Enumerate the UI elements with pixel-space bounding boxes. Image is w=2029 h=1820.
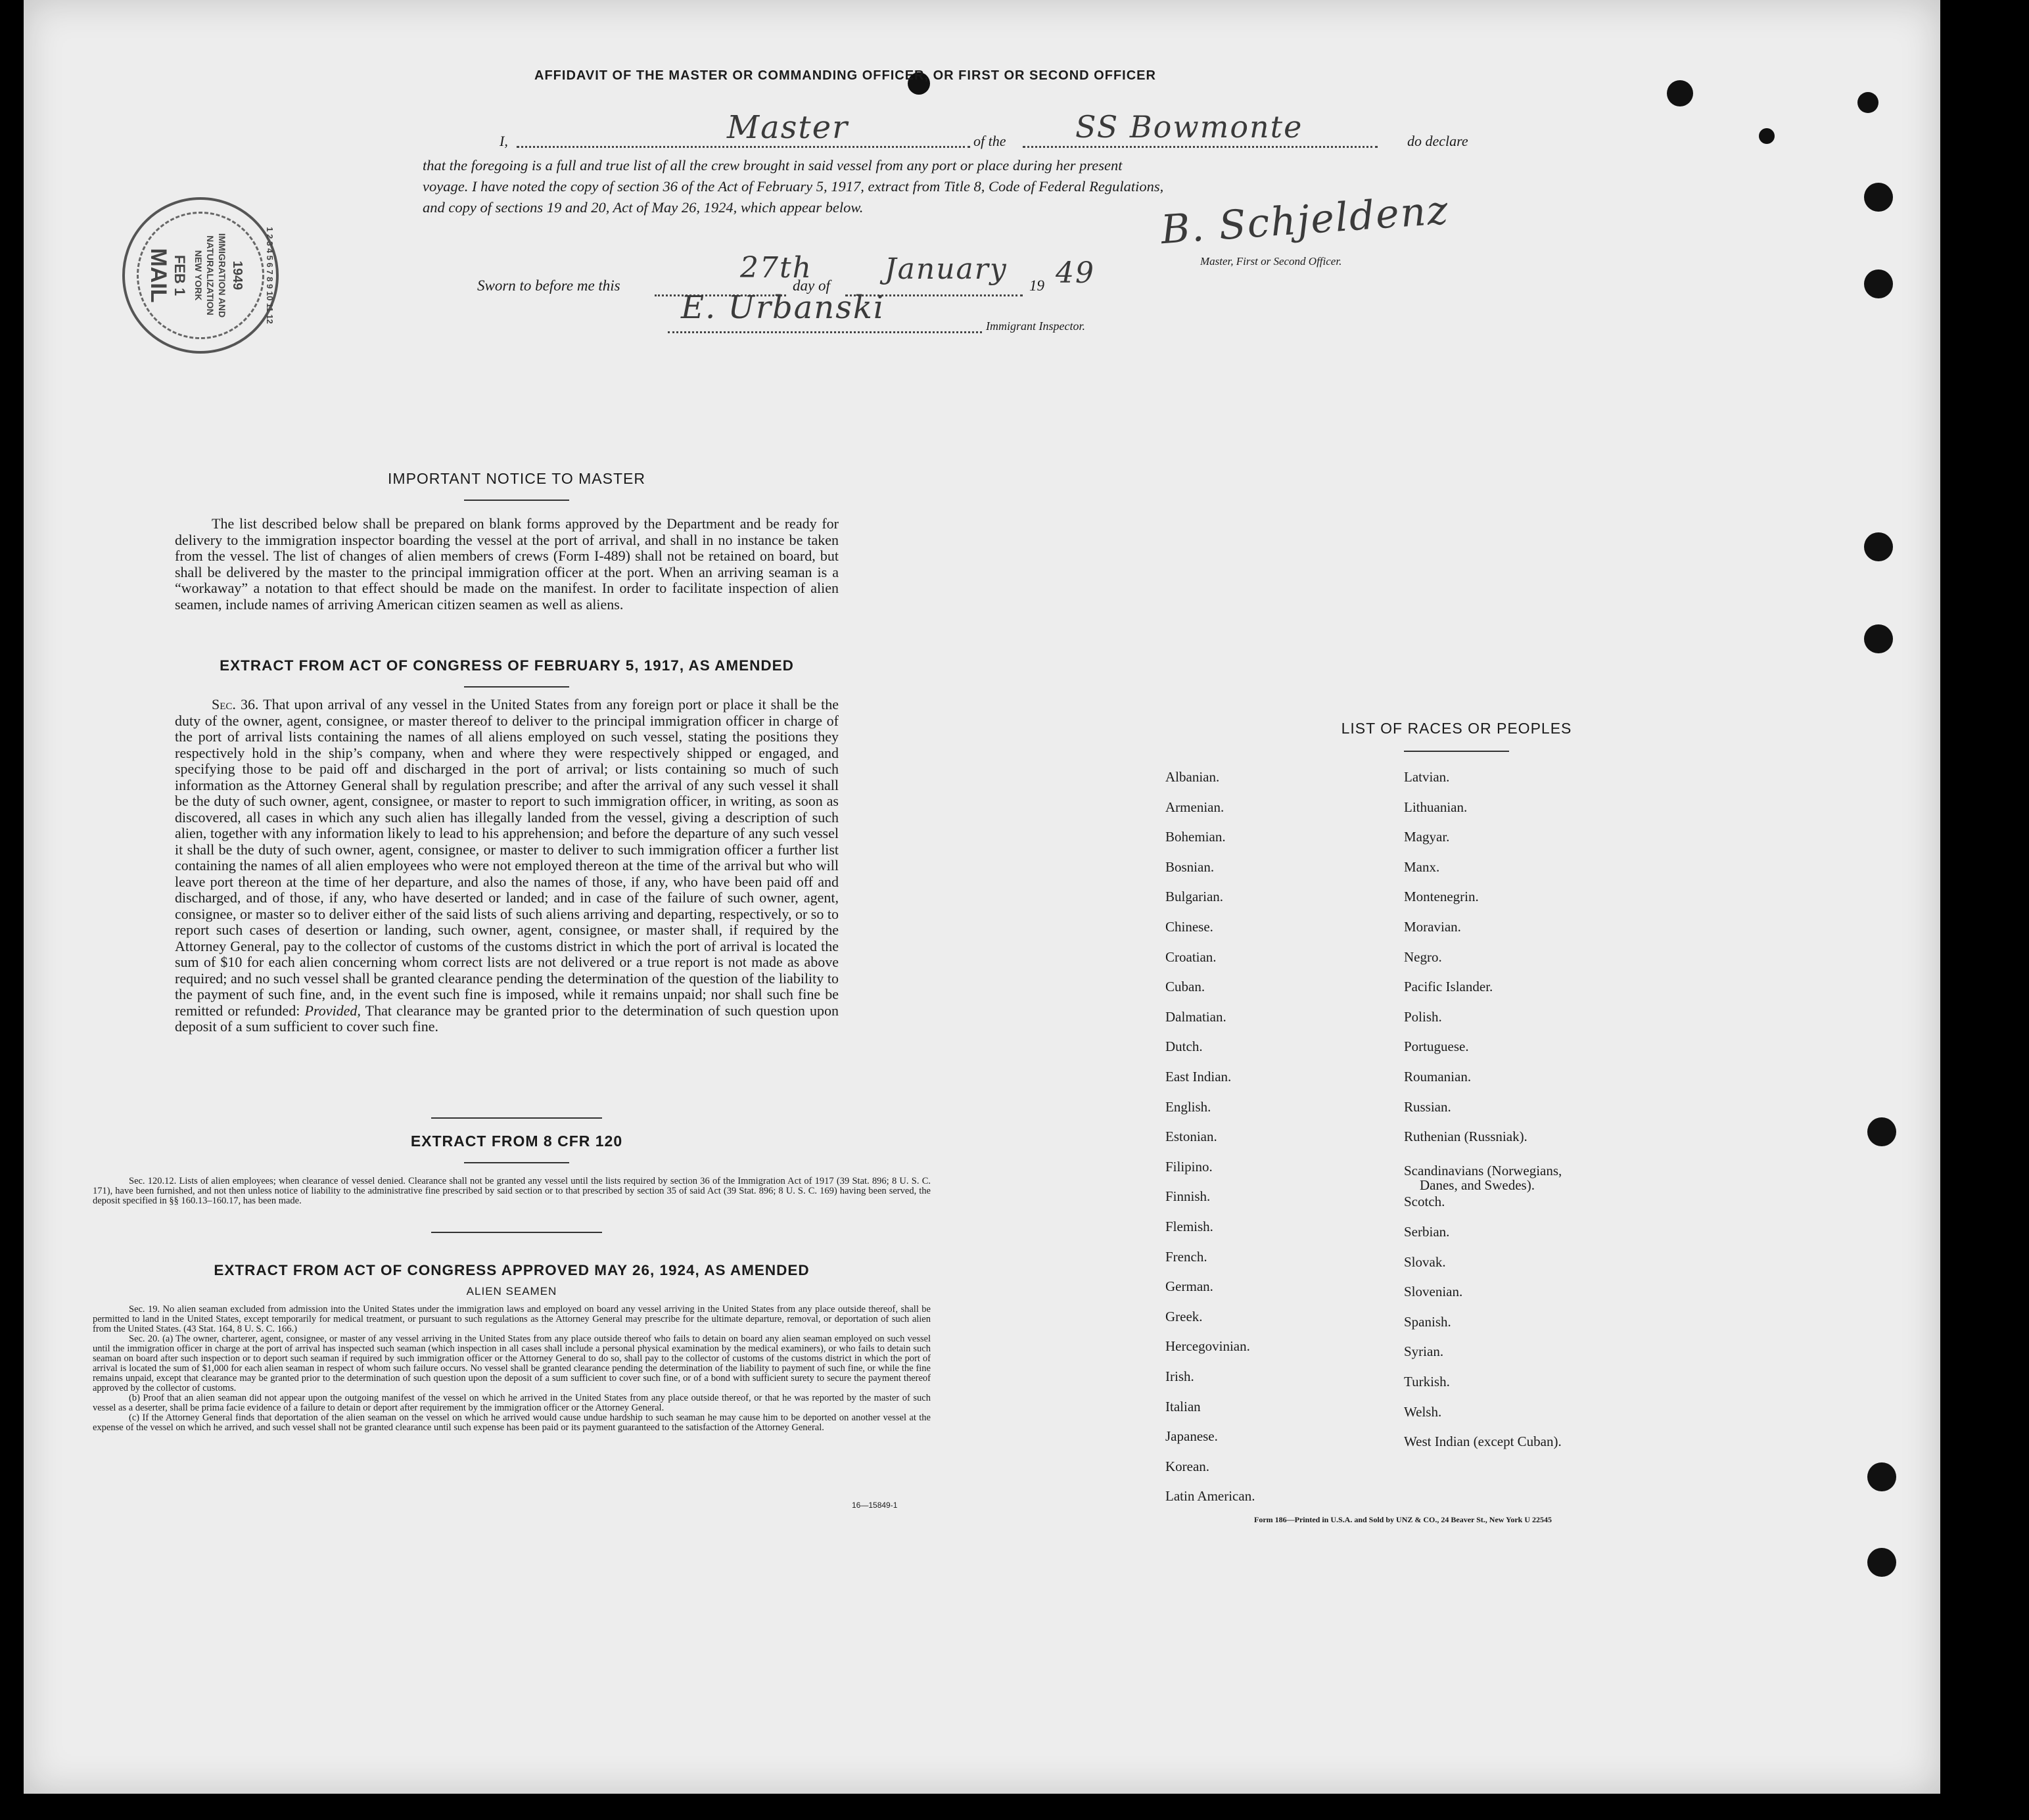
race-item: Magyar. bbox=[1404, 829, 1450, 845]
sec36-text-end: That clearance may be granted prior to the determination of such question upon deposit of a sum sufficient to cover such fine. bbox=[175, 1002, 839, 1035]
do-declare-label: do declare bbox=[1407, 133, 1468, 149]
immigration-stamp bbox=[122, 197, 279, 354]
punch-hole bbox=[1864, 183, 1893, 212]
race-item: Japanese. bbox=[1165, 1428, 1218, 1444]
footer-form-line: Form 186—Printed in U.S.A. and Sold by UNZ & CO., 24 Beaver St., New York U 22545 bbox=[1254, 1515, 1552, 1524]
cfr-title: EXTRACT FROM 8 CFR 120 bbox=[410, 1132, 623, 1150]
affidavit-body-line: and copy of sections 19 and 20, Act of May 26, 1924, which appear below. bbox=[423, 199, 864, 216]
inspector-line bbox=[668, 289, 1194, 335]
vessel-name-handwritten: SS Bowmonte bbox=[1075, 109, 1303, 145]
i-label: I, bbox=[500, 133, 508, 149]
race-item: Turkish. bbox=[1404, 1374, 1450, 1389]
affidavit-body-line: that the foregoing is a full and true list of all the crew brought in said vessel from any port or place during her present bbox=[423, 157, 1123, 174]
document-page bbox=[24, 0, 1940, 1794]
punch-hole bbox=[1667, 80, 1693, 106]
race-item: Croatian. bbox=[1165, 949, 1217, 965]
race-item: Finnish. bbox=[1165, 1188, 1211, 1204]
race-item: Spanish. bbox=[1404, 1314, 1451, 1330]
race-item: Portuguese. bbox=[1404, 1038, 1469, 1054]
race-item: Estonian. bbox=[1165, 1129, 1217, 1144]
punch-hole bbox=[1759, 128, 1775, 144]
officer-label: Master, First or Second Officer. bbox=[1200, 255, 1342, 268]
race-item: Italian bbox=[1165, 1399, 1201, 1414]
extract-1917-rule bbox=[464, 686, 569, 688]
punch-hole bbox=[1867, 1462, 1896, 1491]
punch-hole bbox=[1864, 532, 1893, 561]
race-item: Dalmatian. bbox=[1165, 1009, 1226, 1025]
of-the-label: of the bbox=[973, 133, 1006, 149]
notice-text bbox=[175, 516, 839, 613]
inspector-signature: E. Urbanski bbox=[681, 289, 885, 326]
race-item: Armenian. bbox=[1165, 799, 1224, 815]
extract-1917-title: EXTRACT FROM ACT OF CONGRESS OF FEBRUARY 5, 1917, AS AMENDED bbox=[220, 657, 794, 674]
officer-signature: B. Schjeldenz bbox=[1159, 187, 1451, 254]
race-item: Serbian. bbox=[1404, 1224, 1450, 1240]
race-item: Ruthenian (Russniak). bbox=[1404, 1129, 1528, 1144]
race-item: Danes, and Swedes). bbox=[1420, 1177, 1535, 1193]
section-divider bbox=[431, 1232, 602, 1233]
race-item: Montenegrin. bbox=[1404, 889, 1479, 904]
race-item: Bosnian. bbox=[1165, 859, 1215, 875]
sec36-provided: Provided, bbox=[304, 1002, 361, 1019]
stamp-line: IMMIGRATION AND bbox=[217, 233, 227, 318]
race-item: English. bbox=[1165, 1099, 1211, 1115]
race-item: French. bbox=[1165, 1249, 1207, 1265]
race-item: Welsh. bbox=[1404, 1404, 1442, 1420]
sworn-year-handwritten: 49 bbox=[1056, 256, 1095, 290]
race-item: Flemish. bbox=[1165, 1219, 1213, 1234]
race-item: Slovenian. bbox=[1404, 1284, 1463, 1299]
inspector-field bbox=[668, 309, 982, 333]
race-item: Hercegovinian. bbox=[1165, 1338, 1250, 1354]
race-item: Bulgarian. bbox=[1165, 889, 1224, 904]
race-item: Russian. bbox=[1404, 1099, 1451, 1115]
race-item: Chinese. bbox=[1165, 919, 1213, 935]
sec20c-text: (c) If the Attorney General finds that deportation of the alien seaman on the vessel on which he arrived would cause undue hardship to such seaman he may cause him to be deported on another vessel at the expense of the vessel on which he arrived, and such vessel shall not be granted clearance until such expense has been paid or its payment guaranteed to the satisfaction of the Attorney General. bbox=[93, 1412, 931, 1433]
affidavit-body-line: voyage. I have noted the copy of section 36 of the Act of February 5, 1917, extract from Title 8, Code of Federal Regulations, bbox=[423, 178, 1164, 195]
race-item: Latvian. bbox=[1404, 769, 1450, 785]
race-item: West Indian (except Cuban). bbox=[1404, 1434, 1562, 1449]
race-item: Polish. bbox=[1404, 1009, 1442, 1025]
stamp-ring-numbers: 1 2 3 4 5 6 7 8 9 10 11 12 bbox=[265, 227, 275, 324]
race-item: German. bbox=[1165, 1278, 1213, 1294]
affidavit-title: AFFIDAVIT OF THE MASTER OR COMMANDING OFFICER, OR FIRST OR SECOND OFFICER bbox=[534, 68, 1156, 83]
race-item: Latin American. bbox=[1165, 1488, 1255, 1504]
stamp-line: NEW YORK bbox=[193, 250, 204, 301]
sec19-text: Sec. 19. No alien seaman excluded from admission into the United States under the immigration laws and employed on board any vessel arriving in the United States from any place outside thereof, shall be permitted to land in the United States, except temporarily for medical treatment, or pursuant to such regulations as the Attorney General may prescribe for the ultimate departure, removal, or deportation of such alien from the United States. (43 Stat. 164, 8 U. S. C. 166.) bbox=[93, 1304, 931, 1334]
race-item: Slovak. bbox=[1404, 1254, 1446, 1270]
race-item: Moravian. bbox=[1404, 919, 1461, 935]
race-item: Roumanian. bbox=[1404, 1069, 1472, 1085]
affidavit-line-i bbox=[418, 109, 1509, 152]
punch-hole bbox=[1864, 624, 1893, 653]
punch-hole bbox=[1864, 269, 1893, 298]
stamp-year: 1949 bbox=[230, 260, 245, 291]
inspector-label: Immigrant Inspector. bbox=[986, 319, 1085, 333]
sec20b-text: (b) Proof that an alien seaman did not appear upon the outgoing manifest of the vessel on which he arrived in the United States from any place outside thereof, or that he was reported by the master of such vessel as a deserter, shall be prima facie evidence of a failure to detain or deport after requirement by the immigration officer or the Attorney General. bbox=[93, 1393, 931, 1413]
extract-1924-title: EXTRACT FROM ACT OF CONGRESS APPROVED MAY 26, 1924, AS AMENDED bbox=[214, 1262, 810, 1278]
sworn-month-handwritten: January bbox=[885, 252, 1008, 286]
race-item: Korean. bbox=[1165, 1458, 1210, 1474]
sec36-text: That upon arrival of any vessel in the United States from any foreign port or place it shall be the duty of the owner, agent, consignee, or master thereof to deliver to the principal immigration officer in charge of the port of arrival lists containing the names of all aliens employed on such vessel, stating the positions they respectively hold in the ship’s company, when and where they were respectively shipped or engaged, and specifying those to be paid off and discharged in the port of arrival; or lists containing so much of such information as the Attorney General shall by regulation prescribe; and after the arrival of any such vessel it shall be the duty of such owner, agent, consignee, or master to report to such immigration officer, in writing, as soon as discovered, all cases in which any such alien has illegally landed from the vessel, giving a description of such alien, together with any information likely to lead to his apprehension; and before the departure of any such vessel it shall be the duty of such owner, agent, consignee, or master to deliver to such immigration officer a further list containing the names of all alien employees who were not employed thereon at the time of the arrival but who will leave port thereon at the time of her departure, and also the names of those, if any, who have been paid off and discharged, and of those, if any, who have deserted or landed; and in case of the failure of such owner, agent, consignee, or master so to deliver either of the said lists of such aliens arriving and departing, respectively, or so to report such cases of desertion or landing, such owner, agent, consignee, or master shall, if required by the Attorney General, pay to the collector of customs of the customs district in which the port of arrival is located the sum of $10 for each alien concerning whom correct lists are not delivered or a true report is not made as above required; and no such vessel shall be granted clearance pending the determination of the question of the liability to the payment of such fine, and, in the event such fine is imposed, while it remains unpaid; nor shall such fine be remitted or refunded: bbox=[175, 696, 839, 1019]
race-item: Bohemian. bbox=[1165, 829, 1226, 845]
stamp-line: NATURALIZATION bbox=[205, 235, 216, 315]
section-divider bbox=[431, 1117, 602, 1119]
races-rule bbox=[1404, 751, 1509, 752]
sworn-day-handwritten: 27th bbox=[740, 251, 813, 285]
cfr-text: Sec. 120.12. Lists of alien employees; when clearance of vessel denied. Clearance shall not be granted any vessel until the lists required by section 36 of the Immigration Act of 1917 (39 Stat. 896; 8 U. S. C. 171), have been furnished, and not then unless notice of liability to the administrative fine prescribed by said section or to that prescribed by section 35 of said Act (39 Stat. 896; 8 U. S. C. 169) having been served, the deposit specified in §§ 160.13–160.17, has been made. bbox=[93, 1176, 931, 1206]
race-item: Scotch. bbox=[1404, 1194, 1445, 1209]
race-item: Greek. bbox=[1165, 1309, 1203, 1324]
race-item: Negro. bbox=[1404, 949, 1442, 965]
year-prefix: 19 bbox=[1029, 277, 1044, 294]
punch-hole bbox=[1857, 92, 1878, 113]
notice-rule bbox=[464, 500, 569, 501]
master-name-handwritten: Master bbox=[727, 109, 849, 146]
stamp-date: FEB 1 bbox=[172, 254, 188, 296]
sworn-label: Sworn to before me this bbox=[477, 277, 620, 294]
form-code: 16—15849-1 bbox=[852, 1501, 898, 1510]
race-item: Cuban. bbox=[1165, 979, 1205, 994]
sec20a-text: Sec. 20. (a) The owner, charterer, agent, consignee, or master of any vessel arriving in the United States from any place outside thereof who fails to detain on board any alien seaman employed on such vessel until the immigration officer in charge at the port of arrival has inspected such seaman (which inspection in all cases shall include a personal physical examination by the medical examiners), or who fails to detain such seaman on board after such inspection or to deport such seaman if required by such immigration officer or the Attorney General to do so, shall pay to the collector of customs of the customs district in which the port of arrival is located the sum of $1,000 for each alien seaman in respect of whom such failure occurs. No vessel shall be granted clearance pending the determination of the liability to payment of such fine, or while the fine remains unpaid, except that clearance may be granted prior to the determination of such question upon the deposit of a sum sufficient to cover such fine, or of a bond with sufficient surety to secure the payment thereof approved by the collector of customs. bbox=[93, 1334, 931, 1393]
cfr-rule bbox=[464, 1162, 569, 1163]
extract-1924-subtitle: ALIEN SEAMEN bbox=[466, 1285, 557, 1297]
race-item: Filipino. bbox=[1165, 1159, 1213, 1175]
race-item: Syrian. bbox=[1404, 1343, 1444, 1359]
punch-hole bbox=[1867, 1117, 1896, 1146]
race-item: Dutch. bbox=[1165, 1038, 1203, 1054]
races-title: LIST OF RACES OR PEOPLES bbox=[1341, 720, 1572, 737]
sec36-label: Sec. 36. bbox=[212, 696, 259, 712]
notice-text-body: The list described below shall be prepared on blank forms approved by the Department and be ready for delivery to the immigration inspector boarding the vessel at the port of arrival, and shall in no instance be taken from the vessel. The list of changes of alien members of crews (Form I-489) shall not be retained on board, but shall be delivered by the master to the principal immigration officer at the port. When an arriving seaman is a “workaway” a notation to that effect should be made on the manifest. In order to facilitate inspection of alien seamen, include names of arriving American citizen seamen as well as aliens. bbox=[175, 515, 839, 613]
race-item: Pacific Islander. bbox=[1404, 979, 1493, 994]
extract-1924-text bbox=[93, 1305, 931, 1433]
race-item: Manx. bbox=[1404, 859, 1440, 875]
notice-title: IMPORTANT NOTICE TO MASTER bbox=[388, 470, 645, 487]
race-item: Irish. bbox=[1165, 1368, 1194, 1384]
day-of-label: day of bbox=[793, 277, 830, 294]
race-item: Scandinavians (Norwegians, bbox=[1404, 1163, 1562, 1178]
race-item: East Indian. bbox=[1165, 1069, 1232, 1085]
extract-1917-text bbox=[175, 697, 839, 1035]
race-item: Lithuanian. bbox=[1404, 799, 1468, 815]
stamp-mail: MAIL bbox=[146, 248, 171, 303]
race-item: Albanian. bbox=[1165, 769, 1220, 785]
punch-hole bbox=[1867, 1548, 1896, 1577]
